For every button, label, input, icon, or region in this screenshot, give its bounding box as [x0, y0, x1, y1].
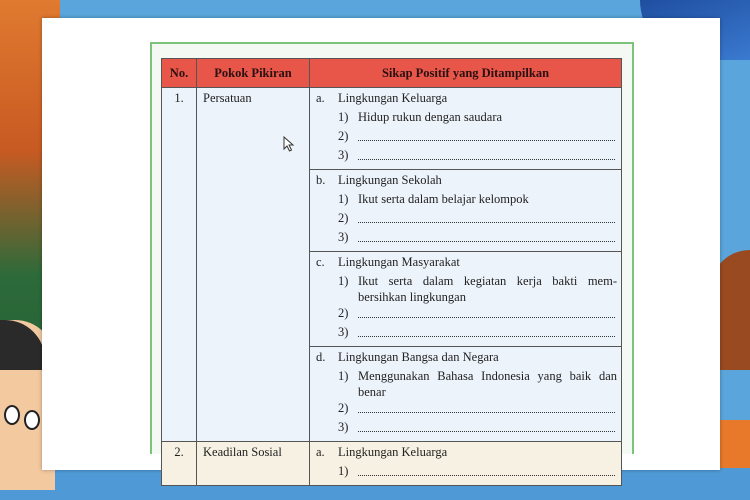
row-pokok-pikiran: Persatuan: [197, 88, 310, 442]
answer-blank-line[interactable]: [358, 400, 615, 413]
group-letter: c.: [316, 255, 325, 269]
row-number: 1.: [162, 88, 197, 442]
document-page: [42, 18, 720, 478]
item-number: 3): [338, 148, 349, 162]
answer-blank-line[interactable]: [358, 128, 615, 141]
attitude-table: [161, 58, 622, 486]
group-keluarga: [310, 88, 621, 170]
header-no: No.: [162, 59, 197, 88]
item-number: 3): [338, 325, 349, 339]
mouse-cursor-icon: [283, 136, 295, 152]
item-number: 3): [338, 420, 349, 434]
cartoon-character-eye: [24, 410, 40, 430]
group-title: Lingkungan Sekolah: [338, 173, 442, 187]
row-sikap-cell: [310, 442, 622, 486]
answer-blank-line[interactable]: [358, 305, 615, 318]
group-title: Lingkungan Keluarga: [338, 91, 448, 105]
group-bangsa-negara: [310, 347, 621, 441]
table-header-row: [162, 59, 622, 88]
group-masyarakat: [310, 252, 621, 347]
group-letter: a.: [316, 91, 325, 105]
group-letter: b.: [316, 173, 326, 187]
header-sikap-positif: Sikap Positif yang Ditampilkan: [310, 59, 622, 88]
row-sikap-cell: [310, 88, 622, 442]
item-number: 1): [338, 464, 349, 478]
answer-blank-line[interactable]: [358, 147, 615, 160]
answer-blank-line[interactable]: [358, 324, 615, 337]
item-text: Ikut serta dalam kegiatan kerja bakti mem-bersihkan lingkungan: [358, 274, 617, 304]
answer-blank-line[interactable]: [358, 210, 615, 223]
item-text: Hidup rukun dengan saudara: [358, 110, 503, 124]
item-number: 3): [338, 230, 349, 244]
group-keluarga: [310, 442, 621, 485]
item-number: 1): [338, 369, 349, 383]
item-number: 2): [338, 211, 349, 225]
item-number: 2): [338, 306, 349, 320]
cartoon-character-eye: [4, 405, 20, 425]
row-number: 2.: [162, 442, 197, 486]
item-number: 1): [338, 110, 349, 124]
item-number: 1): [338, 274, 349, 288]
group-sekolah: [310, 170, 621, 252]
item-number: 2): [338, 401, 349, 415]
group-letter: a.: [316, 445, 325, 459]
table-row: [162, 442, 622, 486]
answer-blank-line[interactable]: [358, 463, 615, 476]
group-letter: d.: [316, 350, 326, 364]
item-number: 2): [338, 129, 349, 143]
answer-blank-line[interactable]: [358, 229, 615, 242]
group-title: Lingkungan Keluarga: [338, 445, 448, 459]
group-title: Lingkungan Bangsa dan Negara: [338, 350, 499, 364]
header-pokok-pikiran: Pokok Pikiran: [197, 59, 310, 88]
table-frame: [150, 42, 634, 478]
group-title: Lingkungan Masyarakat: [338, 255, 460, 269]
answer-blank-line[interactable]: [358, 419, 615, 432]
row-pokok-pikiran: Keadilan Sosial: [197, 442, 310, 486]
item-text: Ikut serta dalam belajar kelompok: [358, 192, 529, 206]
item-text: Menggunakan Bahasa Indonesia yang baik dan benar: [358, 369, 617, 399]
table-row: [162, 88, 622, 442]
item-number: 1): [338, 192, 349, 206]
